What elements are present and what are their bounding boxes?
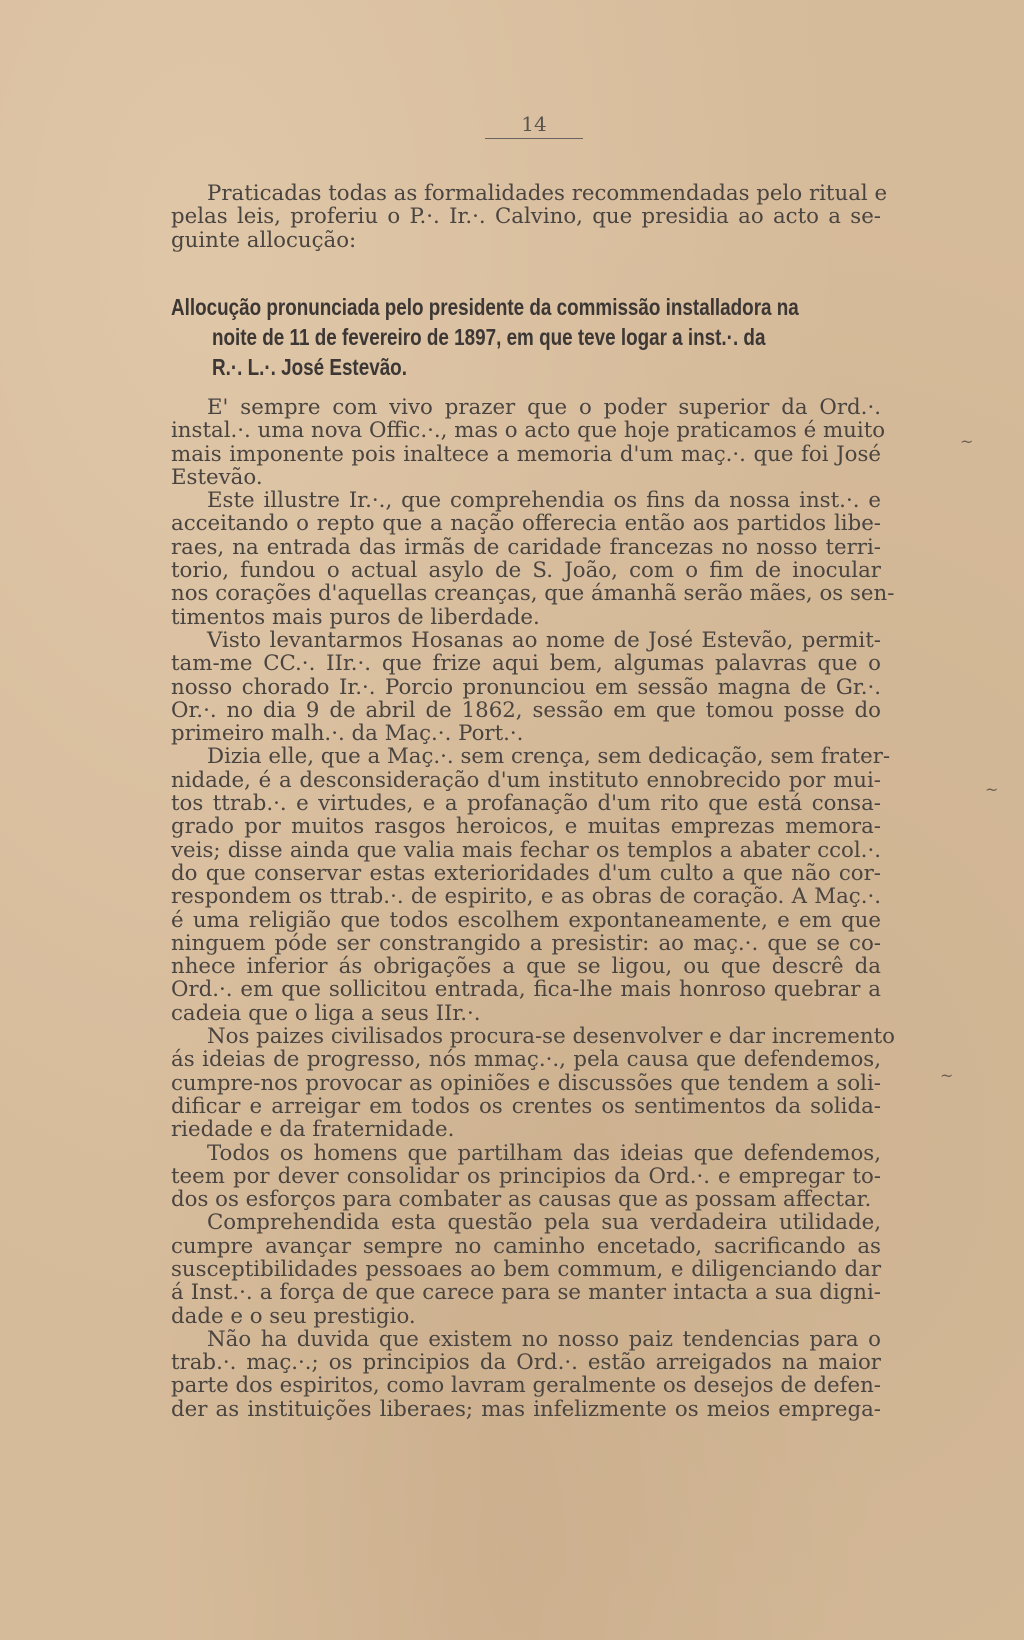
text-line: Ord.·. em que sollicitou entrada, fica-lhe mais honroso quebrar a bbox=[171, 977, 881, 1003]
text-line: Todos os homens que partilham das ideias que defendemos, bbox=[207, 1140, 881, 1166]
text-line: é uma religião que todos escolhem expontaneamente, e em que bbox=[171, 907, 881, 933]
text-line: tos ttrab.·. e virtudes, e a profanação d'um rito que está consa- bbox=[171, 791, 881, 817]
text-line: Estevão. bbox=[171, 464, 263, 490]
text-line: riedade e da fraternidade. bbox=[171, 1117, 455, 1143]
text-line: acceitando o repto que a nação offerecia então aos partidos libe- bbox=[171, 511, 881, 537]
intro-paragraph bbox=[171, 181, 888, 253]
paragraph bbox=[171, 395, 886, 490]
text-line: Comprehendida esta questão pela sua verdadeira utilidade, bbox=[207, 1210, 881, 1236]
paragraph bbox=[171, 1024, 895, 1143]
heading-line: R.·. L.·. José Estevão. bbox=[212, 354, 407, 380]
allocution-heading bbox=[171, 292, 799, 382]
intro-line: Praticadas todas as formalidades recommendadas pelo ritual e bbox=[207, 181, 888, 206]
text-line: Dizia elle, que a Maç.·. sem crença, sem dedicação, sem frater- bbox=[207, 744, 891, 770]
text-line: teem por dever consolidar os principios da Ord.·. e empregar to- bbox=[171, 1163, 881, 1189]
text-line: timentos mais puros de liberdade. bbox=[171, 604, 540, 630]
page-number: 14 bbox=[485, 112, 583, 139]
paragraph bbox=[171, 1328, 881, 1421]
text-line: nosso chorado Ir.·. Porcio pronunciou em sessão magna de Gr.·. bbox=[171, 674, 881, 700]
text-line: mais imponente pois inaltece a memoria d'um maç.·. que foi José bbox=[171, 441, 881, 467]
text-line: á Inst.·. a força de que carece para se manter intacta a sua digni- bbox=[171, 1280, 881, 1306]
text-line: Este illustre Ir.·., que comprehendia os fins da nossa inst.·. e bbox=[207, 488, 881, 514]
text-line: dade e o seu prestigio. bbox=[171, 1303, 416, 1329]
text-line: raes, na entrada das irmãs de caridade francezas no nosso terri- bbox=[171, 534, 881, 560]
text-line: parte dos espiritos, como lavram geralmente os desejos de defen- bbox=[171, 1373, 881, 1399]
text-line: dos os esforços para combater as causas que as possam affectar. bbox=[171, 1187, 872, 1213]
text-line: Visto levantarmos Hosanas ao nome de José Estevão, permit- bbox=[207, 627, 881, 653]
text-line: respondem os ttrab.·. de espirito, e as obras de coração. A Maç.·. bbox=[171, 884, 881, 910]
text-line: do que conservar estas exterioridades d'um culto a que não cor- bbox=[171, 860, 881, 886]
margin-mark: ~ bbox=[985, 780, 999, 799]
text-line: cumpre-nos provocar as opiniões e discussões que tendem a soli- bbox=[171, 1070, 881, 1096]
text-line: der as instituições liberaes; mas infelizmente os meios emprega- bbox=[171, 1396, 881, 1422]
text-line: nos corações d'aquellas creanças, que ámanhã serão mães, os sen- bbox=[171, 581, 895, 607]
text-line: nhece inferior ás obrigações a que se ligou, ou que descrê da bbox=[171, 954, 881, 980]
intro-line: pelas leis, proferiu o P.·. Ir.·. Calvino, que presidia ao acto a se- bbox=[171, 204, 881, 230]
text-line: Nos paizes civilisados procura-se desenvolver e dar incremento bbox=[207, 1024, 895, 1050]
text-line: cadeia que o liga a seus IIr.·. bbox=[171, 1000, 481, 1026]
paragraph bbox=[171, 1142, 881, 1212]
heading-line: Allocução pronunciada pelo presidente da commissão installadora na bbox=[171, 294, 799, 320]
paragraph bbox=[171, 629, 881, 745]
text-line: susceptibilidades pessoaes ao bem commum, e diligenciando dar bbox=[171, 1256, 881, 1282]
text-line: dificar e arreigar em todos os crentes os sentimentos da solida- bbox=[171, 1093, 881, 1119]
text-line: grado por muitos rasgos heroicos, e muitas emprezas memora- bbox=[171, 814, 881, 840]
text-line: Or.·. no dia 9 de abril de 1862, sessão em que tomou posse do bbox=[171, 697, 881, 723]
intro-line: guinte allocução: bbox=[171, 227, 357, 253]
text-line: primeiro malh.·. da Maç.·. Port.·. bbox=[171, 721, 524, 747]
paragraph bbox=[171, 1211, 881, 1327]
text-line: cumpre avançar sempre no caminho encetado, sacrificando as bbox=[171, 1233, 881, 1259]
paragraph bbox=[171, 744, 891, 1026]
text-line: ás ideias de progresso, nós mmaç.·., pela causa que defendemos, bbox=[171, 1047, 881, 1073]
text-line: nidade, é a desconsideração d'um instituto ennobrecido por mui- bbox=[171, 767, 881, 793]
margin-mark: ~ bbox=[960, 432, 974, 451]
margin-mark: ~ bbox=[940, 1066, 954, 1085]
text-line: E' sempre com vivo prazer que o poder superior da Ord.·. bbox=[207, 395, 881, 420]
text-line: torio, fundou o actual asylo de S. João, com o fim de inocular bbox=[171, 558, 881, 584]
allocution-body bbox=[171, 395, 895, 1422]
text-line: trab.·. maç.·.; os principios da Ord.·. estão arreigados na maior bbox=[171, 1350, 881, 1376]
heading-line: noite de 11 de fevereiro de 1897, em que teve logar a inst.·. da bbox=[212, 324, 766, 350]
paragraph bbox=[171, 488, 895, 630]
text-line: tam-me CC.·. IIr.·. que frize aqui bem, algumas palavras que o bbox=[171, 651, 881, 677]
text-line: Não ha duvida que existem no nosso paiz tendencias para o bbox=[207, 1326, 881, 1352]
text-line: ninguem póde ser constrangido a presistir: ao maç.·. que se co- bbox=[171, 930, 881, 956]
text-line: instal.·. uma nova Offic.·., mas o acto que hoje praticamos é muito bbox=[171, 418, 886, 444]
text-line: veis; disse ainda que valia mais fechar os templos a abater ccol.·. bbox=[171, 837, 881, 863]
